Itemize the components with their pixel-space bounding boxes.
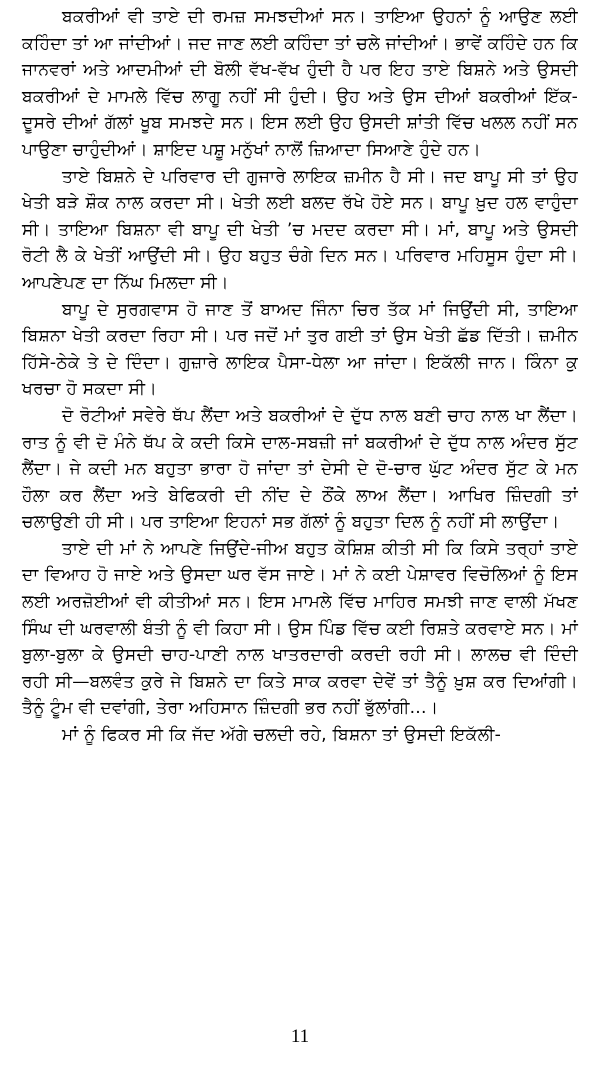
paragraph: ਮਾਂ ਨੂੰ ਫਿਕਰ ਸੀ ਕਿ ਜੱਦ ਅੱਗੇ ਚਲਦੀ ਰਹੇ, ਬਿਸ਼ਨਾ ਤਾਂ ਉਸਦੀ ਇਕੱਲੀ-: [62, 725, 501, 746]
paragraph: ਤਾਏ ਦੀ ਮਾਂ ਨੇ ਆਪਣੇ ਜਿਉਂਦੇ-ਜੀਅ ਬਹੁਤ ਕੋਸ਼ਿਸ਼ ਕੀਤੀ ਸੀ ਕਿ ਕਿਸੇ ਤਰ੍ਹਾਂ ਤਾਏ ਦਾ ਵਿਆਹ ਹੋ ਜਾਏ ਅਤੇ ਉਸਦਾ ਘਰ ਵੱਸ ਜਾਏ। ਮਾਂ ਨੇ ਕਈ ਪੇਸ਼ਾਵਰ ਵਿਚੋਲਿਆਂ ਨੂੰ ਇਸ ਲਈ ਅਰਜ਼ੋਈਆਂ ਵੀ ਕੀਤੀਆਂ ਸਨ। ਇਸ ਮਾਮਲੇ ਵਿੱਚ ਮਾਹਿਰ ਸਮਝੀ ਜਾਣ ਵਾਲੀ ਮੱਖਣ ਸਿੰਘ ਦੀ ਘਰਵਾਲੀ ਬੰਤੀ ਨੂੰ ਵੀ ਕਿਹਾ ਸੀ। ਉਸ ਪਿੰਡ ਵਿੱਚ ਕਈ ਰਿਸ਼ਤੇ ਕਰਵਾਏ ਸਨ। ਮਾਂ ਬੁਲਾ-ਬੁਲਾ ਕੇ ਉਸਦੀ ਚਾਹ-ਪਾਣੀ ਨਾਲ ਖਾਤਰਦਾਰੀ ਕਰਦੀ ਰਹੀ ਸੀ। ਲਾਲਚ ਵੀ ਦਿੰਦੀ ਰਹੀ ਸੀ—ਬਲਵੰਤ ਕੁਰੇ ਜੇ ਬਿਸ਼ਨੇ ਦਾ ਕਿਤੇ ਸਾਕ ਕਰਵਾ ਦੇਵੇਂ ਤਾਂ ਤੈਨੂੰ ਖ਼ੁਸ਼ ਕਰ ਦਿਆਂਗੀ। ਤੈਨੂੰ ਟੂੰਮ ਵੀ ਦਵਾਂਗੀ, ਤੇਰਾ ਅਹਿਸਾਨ ਜ਼ਿੰਦਗੀ ਭਰ ਨਹੀਂ ਭੁੱਲਾਂਗੀ...।: [22, 538, 578, 719]
body-text: [22, 4, 578, 749]
paragraph: ਬਾਪੂ ਦੇ ਸੁਰਗਵਾਸ ਹੋ ਜਾਣ ਤੋਂ ਬਾਅਦ ਜਿੰਨਾ ਚਿਰ ਤੱਕ ਮਾਂ ਜਿਉਂਦੀ ਸੀ, ਤਾਇਆ ਬਿਸ਼ਨਾ ਖੇਤੀ ਕਰਦਾ ਰਿਹਾ ਸੀ। ਪਰ ਜਦੋਂ ਮਾਂ ਤੁਰ ਗਈ ਤਾਂ ਉਸ ਖੇਤੀ ਛੱਡ ਦਿੱਤੀ। ਜ਼ਮੀਨ ਹਿੱਸੇ-ਠੇਕੇ ਤੇ ਦੇ ਦਿੰਦਾ। ਗੁਜ਼ਾਰੇ ਲਾਇਕ ਪੈਸਾ-ਧੇਲਾ ਆ ਜਾਂਦਾ। ਇਕੱਲੀ ਜਾਨ। ਕਿੰਨਾ ਕੁ ਖਰਚਾ ਹੋ ਸਕਦਾ ਸੀ।: [22, 299, 578, 400]
paragraph: ਤਾਏ ਬਿਸ਼ਨੇ ਦੇ ਪਰਿਵਾਰ ਦੀ ਗੁਜਾਰੇ ਲਾਇਕ ਜ਼ਮੀਨ ਹੈ ਸੀ। ਜਦ ਬਾਪੂ ਸੀ ਤਾਂ ਉਹ ਖੇਤੀ ਬੜੇ ਸ਼ੌਕ ਨਾਲ ਕਰਦਾ ਸੀ। ਖੇਤੀ ਲਈ ਬਲਦ ਰੱਖੇ ਹੋਏ ਸਨ। ਬਾਪੂ ਖ਼ੁਦ ਹਲ ਵਾਹੁੰਦਾ ਸੀ। ਤਾਇਆ ਬਿਸ਼ਨਾ ਵੀ ਬਾਪੂ ਦੀ ਖੇਤੀ ’ਚ ਮਦਦ ਕਰਦਾ ਸੀ। ਮਾਂ, ਬਾਪੂ ਅਤੇ ਉਸਦੀ ਰੋਟੀ ਲੈ ਕੇ ਖੇਤੀਂ ਆਉਂਦੀ ਸੀ। ਉਹ ਬਹੁਤ ਚੰਗੇ ਦਿਨ ਸਨ। ਪਰਿਵਾਰ ਮਹਿਸੂਸ ਹੁੰਦਾ ਸੀ। ਆਪਣੇਪਣ ਦਾ ਨਿੱਘ ਮਿਲਦਾ ਸੀ।: [22, 166, 578, 293]
paragraph: ਦੋ ਰੋਟੀਆਂ ਸਵੇਰੇ ਥੱਪ ਲੈਂਦਾ ਅਤੇ ਬਕਰੀਆਂ ਦੇ ਦੁੱਧ ਨਾਲ ਬਣੀ ਚਾਹ ਨਾਲ ਖਾ ਲੈਂਦਾ। ਰਾਤ ਨੂੰ ਵੀ ਦੋ ਮੰਨੇ ਥੱਪ ਕੇ ਕਦੀ ਕਿਸੇ ਦਾਲ-ਸਬਜ਼ੀ ਜਾਂ ਬਕਰੀਆਂ ਦੇ ਦੁੱਧ ਨਾਲ ਅੰਦਰ ਸੁੱਟ ਲੈਂਦਾ। ਜੇ ਕਦੀ ਮਨ ਬਹੁਤਾ ਭਾਰਾ ਹੋ ਜਾਂਦਾ ਤਾਂ ਦੇਸੀ ਦੇ ਦੋ-ਚਾਰ ਘੁੱਟ ਅੰਦਰ ਸੁੱਟ ਕੇ ਮਨ ਹੌਲਾ ਕਰ ਲੈਂਦਾ ਅਤੇ ਬੇਫਿਕਰੀ ਦੀ ਨੀਂਦ ਦੇ ਠੌਂਕੇ ਲਾਅ ਲੈਂਦਾ। ਆਖਿਰ ਜ਼ਿੰਦਗੀ ਤਾਂ ਚਲਾਉਣੀ ਹੀ ਸੀ। ਪਰ ਤਾਇਆ ਇਹਨਾਂ ਸਭ ਗੱਲਾਂ ਨੂੰ ਬਹੁਤਾ ਦਿਲ ਨੂੰ ਨਹੀਂ ਸੀ ਲਾਉਂਦਾ।: [22, 405, 578, 533]
paragraph: ਬਕਰੀਆਂ ਵੀ ਤਾਏ ਦੀ ਰਮਜ਼ ਸਮਝਦੀਆਂ ਸਨ। ਤਾਇਆ ਉਹਨਾਂ ਨੂੰ ਆਉਣ ਲਈ ਕਹਿੰਦਾ ਤਾਂ ਆ ਜਾਂਦੀਆਂ। ਜਦ ਜਾਣ ਲਈ ਕਹਿੰਦਾ ਤਾਂ ਚਲੇ ਜਾਂਦੀਆਂ। ਭਾਵੇਂ ਕਹਿੰਦੇ ਹਨ ਕਿ ਜਾਨਵਰਾਂ ਅਤੇ ਆਦਮੀਆਂ ਦੀ ਬੋਲੀ ਵੱਖ-ਵੱਖ ਹੁੰਦੀ ਹੈ ਪਰ ਇਹ ਤਾਏ ਬਿਸ਼ਨੇ ਅਤੇ ਉਸਦੀ ਬਕਰੀਆਂ ਦੇ ਮਾਮਲੇ ਵਿੱਚ ਲਾਗੂ ਨਹੀਂ ਸੀ ਹੁੰਦੀ। ਉਹ ਅਤੇ ਉਸ ਦੀਆਂ ਬਕਰੀਆਂ ਇੱਕ-ਦੂਸਰੇ ਦੀਆਂ ਗੱਲਾਂ ਖੂਬ ਸਮਝਦੇ ਸਨ। ਇਸ ਲਈ ਉਹ ਉਸਦੀ ਸ਼ਾਂਤੀ ਵਿੱਚ ਖਲਲ ਨਹੀਂ ਸਨ ਪਾਉਣਾ ਚਾਹੁੰਦੀਆਂ। ਸ਼ਾਇਦ ਪਸ਼ੂ ਮਨੁੱਖਾਂ ਨਾਲੋਂ ਜ਼ਿਆਦਾ ਸਿਆਣੇ ਹੁੰਦੇ ਹਨ।: [22, 7, 578, 160]
page-number: 11: [290, 1026, 310, 1047]
